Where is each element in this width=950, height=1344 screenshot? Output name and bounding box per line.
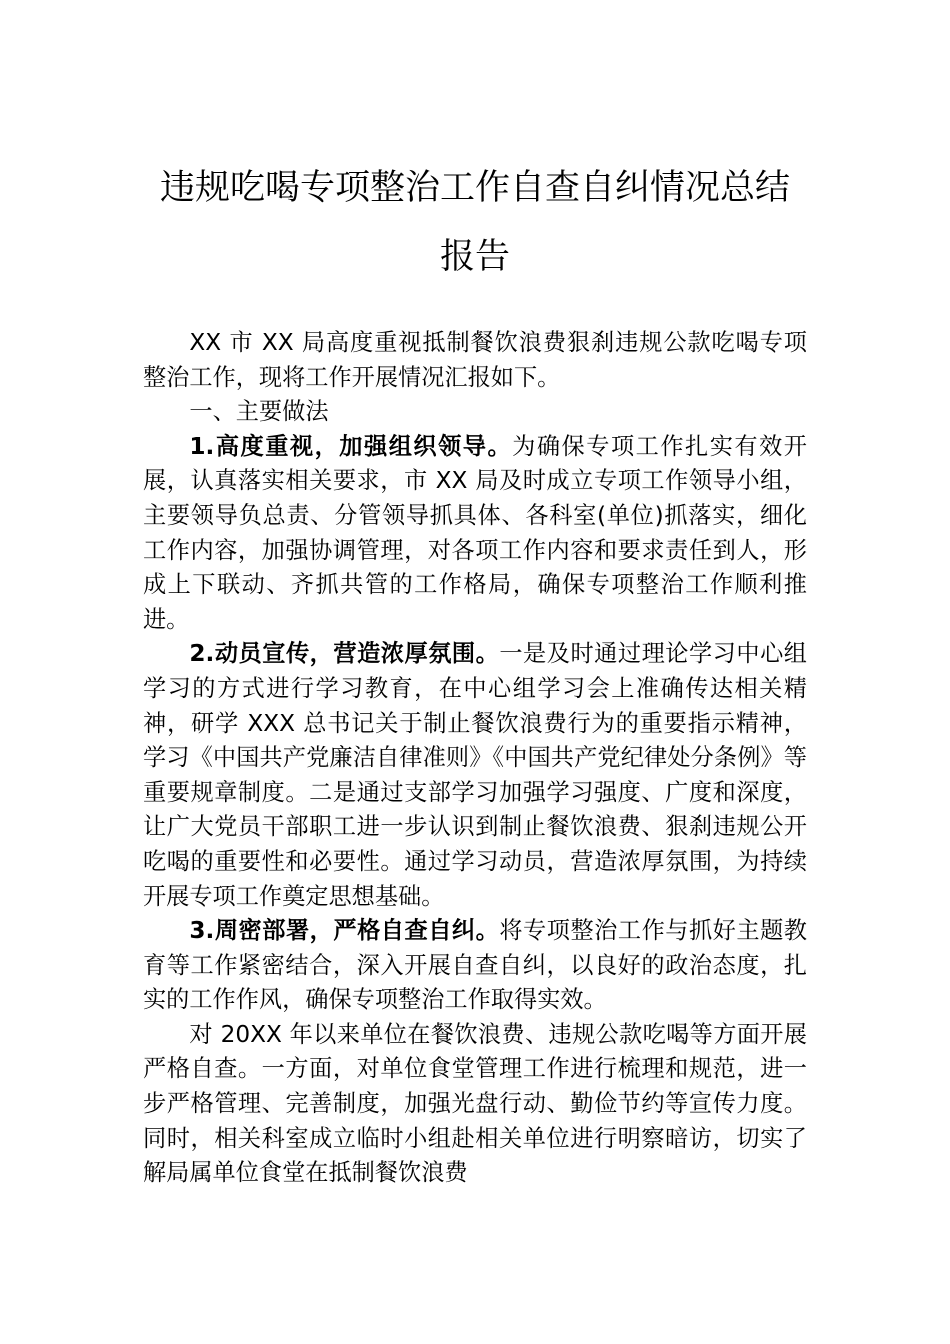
item-1-paragraph [143,430,807,638]
document-body [143,326,807,1191]
section-heading: 一、主要做法 [189,398,329,426]
item-1-text: 为确保专项工作扎实有效开展，认真落实相关要求，市 XX 局及时成立专项工作领导小组，主要领导负总责、分管领导抓具体、各科室(单位)抓落实，细化工作内容，加强协调管理，对各项工作内容和要求责任到人，形成上下联动、齐抓共管的工作格局，确保专项整治工作顺利推进。 [143,432,807,633]
item-3-paragraph [143,914,807,1018]
item-2-text: 一是及时通过理论学习中心组学习的方式进行学习教育，在中心组学习会上准确传达相关精神，研学 XXX 总书记关于制止餐饮浪费行为的重要指示精神，学习《中国共产党廉洁自律准则》《中国共产党纪律处分条例》等重要规章制度。二是通过支部学习加强学习强度、广度和深度，让广大党员干部职工进一步认识到制止餐饮浪费、狠刹违规公开吃喝的重要性和必要性。通过学习动员，营造浓厚氛围，为持续开展专项工作奠定思想基础。 [143,640,807,910]
document-title-line1: 违规吃喝专项整治工作自查自纠情况总结 [159,168,790,208]
item-2-lead: 2.动员宣传，营造浓厚氛围。 [189,640,500,668]
item-3-lead: 3.周密部署，严格自查自纠。 [189,917,500,945]
document-title-line2: 报告 [439,237,510,277]
item-3-text: 将专项整治工作与抓好主题教育等工作紧密结合，深入开展自查自纠，以良好的政治态度，扎实的工作作风，确保专项整治工作取得实效。 [143,917,807,1014]
intro-paragraph: XX 市 XX 局高度重视抵制餐饮浪费狠刹违规公款吃喝专项整治工作，现将工作开展情况汇报如下。 [143,329,807,391]
item-1-lead: 1.高度重视，加强组织领导。 [189,432,513,460]
item-2-paragraph [143,637,807,914]
closing-paragraph: 对 20XX 年以来单位在餐饮浪费、违规公款吃喝等方面开展严格自查。一方面，对单位食堂管理工作进行梳理和规范，进一步严格管理、完善制度，加强光盘行动、勤俭节约等宣传力度。同时，相关科室成立临时小组赴相关单位进行明察暗访，切实了解局属单位食堂在抵制餐饮浪费 [143,1020,807,1187]
